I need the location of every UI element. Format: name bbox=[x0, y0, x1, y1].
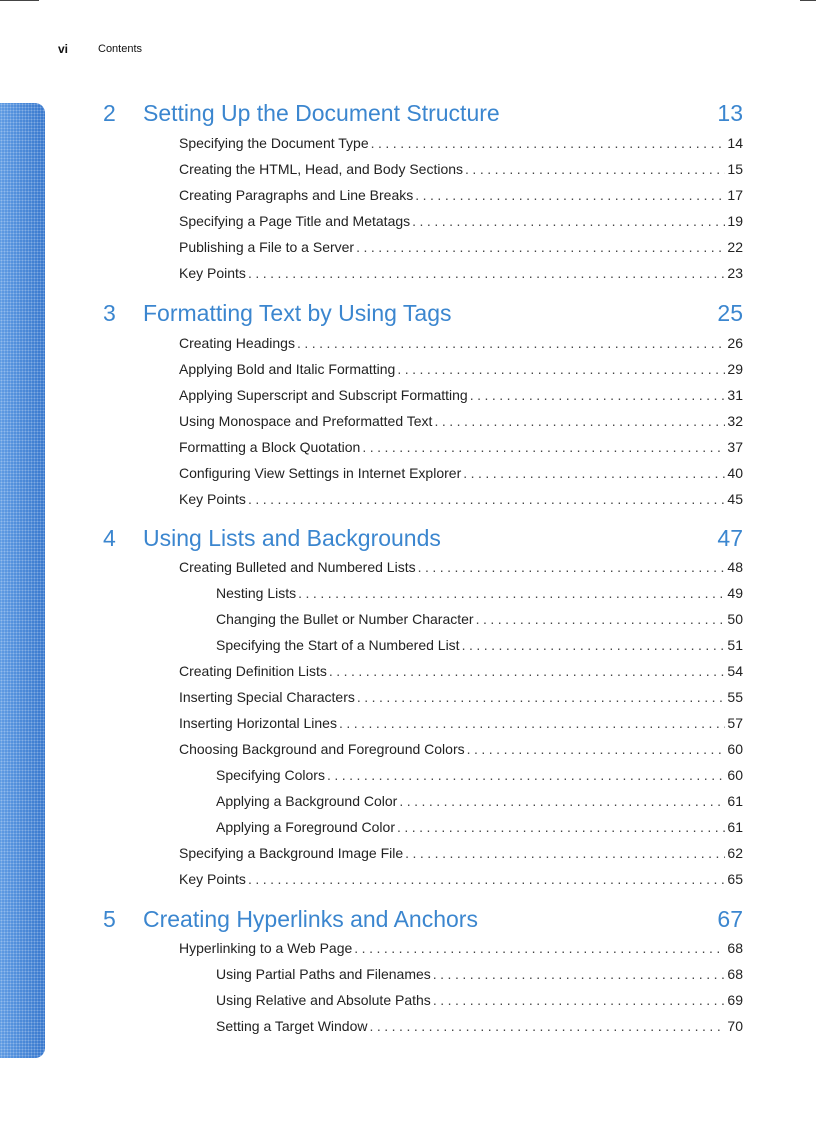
toc-entry-title: Publishing a File to a Server bbox=[179, 239, 355, 255]
toc-entry-title: Creating Headings bbox=[179, 335, 295, 351]
toc-entry-title: Specifying a Page Title and Metatags bbox=[179, 213, 411, 229]
dot-leader bbox=[470, 387, 726, 403]
toc-entry-title: Specifying Colors bbox=[216, 767, 325, 783]
toc-entry-title: Using Monospace and Preformatted Text bbox=[179, 413, 433, 429]
toc-subentry[interactable] bbox=[216, 819, 743, 839]
dot-leader bbox=[397, 819, 725, 835]
toc-subentry[interactable] bbox=[216, 767, 743, 787]
toc-entry-page-number: 61 bbox=[727, 819, 743, 835]
toc-entry-title: Creating Definition Lists bbox=[179, 663, 327, 679]
toc-entry-page-number: 60 bbox=[727, 767, 743, 783]
dot-leader bbox=[354, 940, 725, 956]
toc-entry-title: Key Points bbox=[179, 871, 246, 887]
toc-entry-title: Choosing Background and Foreground Colors bbox=[179, 741, 465, 757]
page-folio: vi bbox=[58, 42, 69, 56]
toc-entry[interactable] bbox=[179, 361, 743, 381]
toc-entry-title: Creating Bulleted and Numbered Lists bbox=[179, 559, 416, 575]
toc-entry[interactable] bbox=[179, 387, 743, 407]
chapter-title: Creating Hyperlinks and Anchors bbox=[143, 906, 478, 932]
dot-leader bbox=[248, 871, 725, 887]
toc-entry-page-number: 51 bbox=[727, 637, 743, 653]
toc-entry-title: Key Points bbox=[179, 265, 246, 281]
toc-entry[interactable] bbox=[179, 135, 743, 155]
chapter-number: 3 bbox=[103, 300, 116, 326]
toc-entry-page-number: 50 bbox=[727, 611, 743, 627]
dot-leader bbox=[397, 361, 725, 377]
toc-entry-title: Inserting Horizontal Lines bbox=[179, 715, 337, 731]
toc-subentry[interactable] bbox=[216, 637, 743, 657]
toc-entry-page-number: 57 bbox=[727, 715, 743, 731]
toc-entry-page-number: 14 bbox=[727, 135, 743, 151]
toc-entry-page-number: 60 bbox=[727, 741, 743, 757]
dot-leader bbox=[418, 559, 726, 575]
toc-entry-page-number: 22 bbox=[727, 239, 743, 255]
toc-entry[interactable] bbox=[179, 335, 743, 355]
toc-subentry[interactable] bbox=[216, 966, 743, 986]
toc-entry-title: Specifying the Start of a Numbered List bbox=[216, 637, 460, 653]
toc-entry[interactable] bbox=[179, 741, 743, 761]
dot-leader bbox=[415, 187, 725, 203]
toc-entry[interactable] bbox=[179, 491, 743, 511]
chapter-page-number: 67 bbox=[717, 906, 743, 932]
toc-entry[interactable] bbox=[179, 845, 743, 865]
toc-entry-page-number: 23 bbox=[727, 265, 743, 281]
toc-entry-title: Applying Superscript and Subscript Formatting bbox=[179, 387, 468, 403]
toc-entry-title: Inserting Special Characters bbox=[179, 689, 355, 705]
toc-entry[interactable] bbox=[179, 213, 743, 233]
chapter-heading[interactable] bbox=[103, 525, 743, 555]
toc-entry-page-number: 15 bbox=[727, 161, 743, 177]
toc-entry[interactable] bbox=[179, 413, 743, 433]
dot-leader bbox=[476, 611, 726, 627]
toc-entry-title: Key Points bbox=[179, 491, 246, 507]
toc-entry-page-number: 37 bbox=[727, 439, 743, 455]
chapter-page-number: 25 bbox=[717, 300, 743, 326]
toc-entry-title: Specifying a Background Image File bbox=[179, 845, 404, 861]
dot-leader bbox=[371, 135, 726, 151]
dot-leader bbox=[339, 715, 725, 731]
toc-entry[interactable] bbox=[179, 715, 743, 735]
toc-entry-title: Creating the HTML, Head, and Body Sections bbox=[179, 161, 464, 177]
dot-leader bbox=[433, 966, 726, 982]
toc-entry-title: Changing the Bullet or Number Character bbox=[216, 611, 474, 627]
toc-subentry[interactable] bbox=[216, 793, 743, 813]
toc-entry-page-number: 62 bbox=[727, 845, 743, 861]
toc-entry-title: Setting a Target Window bbox=[216, 1018, 368, 1034]
chapter-number: 4 bbox=[103, 525, 116, 551]
toc-entry-page-number: 68 bbox=[727, 966, 743, 982]
toc-entry[interactable] bbox=[179, 689, 743, 709]
chapter-title: Using Lists and Backgrounds bbox=[143, 525, 441, 551]
dot-leader bbox=[412, 213, 725, 229]
toc-entry-page-number: 49 bbox=[727, 585, 743, 601]
toc-entry-page-number: 19 bbox=[727, 213, 743, 229]
toc-entry-page-number: 54 bbox=[727, 663, 743, 679]
toc-entry-title: Applying Bold and Italic Formatting bbox=[179, 361, 396, 377]
chapter-number: 2 bbox=[103, 100, 116, 126]
dot-leader bbox=[467, 741, 726, 757]
toc-entry-title: Configuring View Settings in Internet Explorer bbox=[179, 465, 462, 481]
chapter-title: Formatting Text by Using Tags bbox=[143, 300, 452, 326]
toc-entry[interactable] bbox=[179, 559, 743, 579]
toc-entry-page-number: 55 bbox=[727, 689, 743, 705]
toc-entry-title: Using Partial Paths and Filenames bbox=[216, 966, 431, 982]
dot-leader bbox=[463, 465, 725, 481]
toc-entry-page-number: 32 bbox=[727, 413, 743, 429]
dot-leader bbox=[297, 335, 725, 351]
toc-entry-page-number: 29 bbox=[727, 361, 743, 377]
dot-leader bbox=[434, 413, 725, 429]
toc-entry[interactable] bbox=[179, 239, 743, 259]
toc-entry-page-number: 45 bbox=[727, 491, 743, 507]
toc-entry[interactable] bbox=[179, 663, 743, 683]
toc-entry[interactable] bbox=[179, 439, 743, 459]
toc-entry-page-number: 48 bbox=[727, 559, 743, 575]
toc-entry[interactable] bbox=[179, 265, 743, 285]
running-title: Contents bbox=[98, 43, 143, 55]
dot-leader bbox=[327, 767, 725, 783]
toc-entry-page-number: 26 bbox=[727, 335, 743, 351]
dot-leader bbox=[357, 689, 726, 705]
chapter-heading[interactable] bbox=[103, 906, 743, 936]
toc-entry-title: Hyperlinking to a Web Page bbox=[179, 940, 353, 956]
toc-entry-title: Specifying the Document Type bbox=[179, 135, 369, 151]
toc-subentry[interactable] bbox=[216, 992, 743, 1012]
chapter-title: Setting Up the Document Structure bbox=[143, 100, 500, 126]
toc-entry-title: Formatting a Block Quotation bbox=[179, 439, 361, 455]
toc-entry-page-number: 65 bbox=[727, 871, 743, 887]
toc-entry-page-number: 31 bbox=[727, 387, 743, 403]
dot-leader bbox=[399, 793, 725, 809]
dot-leader bbox=[465, 161, 725, 177]
toc-entry-page-number: 69 bbox=[727, 992, 743, 1008]
chapter-page-number: 13 bbox=[717, 100, 743, 126]
toc-entry-title: Using Relative and Absolute Paths bbox=[216, 992, 431, 1008]
toc-entry-page-number: 61 bbox=[727, 793, 743, 809]
toc-entry-page-number: 70 bbox=[727, 1018, 743, 1034]
dot-leader bbox=[462, 637, 726, 653]
toc-entry[interactable] bbox=[179, 871, 743, 891]
chapter-heading[interactable] bbox=[103, 300, 743, 330]
toc-entry[interactable] bbox=[179, 187, 743, 207]
dot-leader bbox=[298, 585, 725, 601]
dot-leader bbox=[433, 992, 726, 1008]
dot-leader bbox=[356, 239, 725, 255]
toc-entry-title: Creating Paragraphs and Line Breaks bbox=[179, 187, 414, 203]
dot-leader bbox=[362, 439, 725, 455]
toc-entry[interactable] bbox=[179, 940, 743, 960]
dot-leader bbox=[329, 663, 726, 679]
toc-entry-page-number: 68 bbox=[727, 940, 743, 956]
toc-entry-page-number: 17 bbox=[727, 187, 743, 203]
toc-subentry[interactable] bbox=[216, 1018, 743, 1038]
dot-leader bbox=[248, 491, 725, 507]
toc-entry-title: Nesting Lists bbox=[216, 585, 297, 601]
dot-leader bbox=[405, 845, 725, 861]
toc-entry[interactable] bbox=[179, 161, 743, 181]
toc-entry-title: Applying a Foreground Color bbox=[216, 819, 395, 835]
chapter-page-number: 47 bbox=[717, 525, 743, 551]
toc-entry[interactable] bbox=[179, 465, 743, 485]
dot-leader bbox=[248, 265, 725, 281]
chapter-number: 5 bbox=[103, 906, 116, 932]
toc-subentry[interactable] bbox=[216, 611, 743, 631]
dot-leader bbox=[370, 1018, 726, 1034]
toc-entry-title: Applying a Background Color bbox=[216, 793, 398, 809]
toc-entry-page-number: 40 bbox=[727, 465, 743, 481]
chapter-heading[interactable] bbox=[103, 100, 743, 130]
toc-subentry[interactable] bbox=[216, 585, 743, 605]
